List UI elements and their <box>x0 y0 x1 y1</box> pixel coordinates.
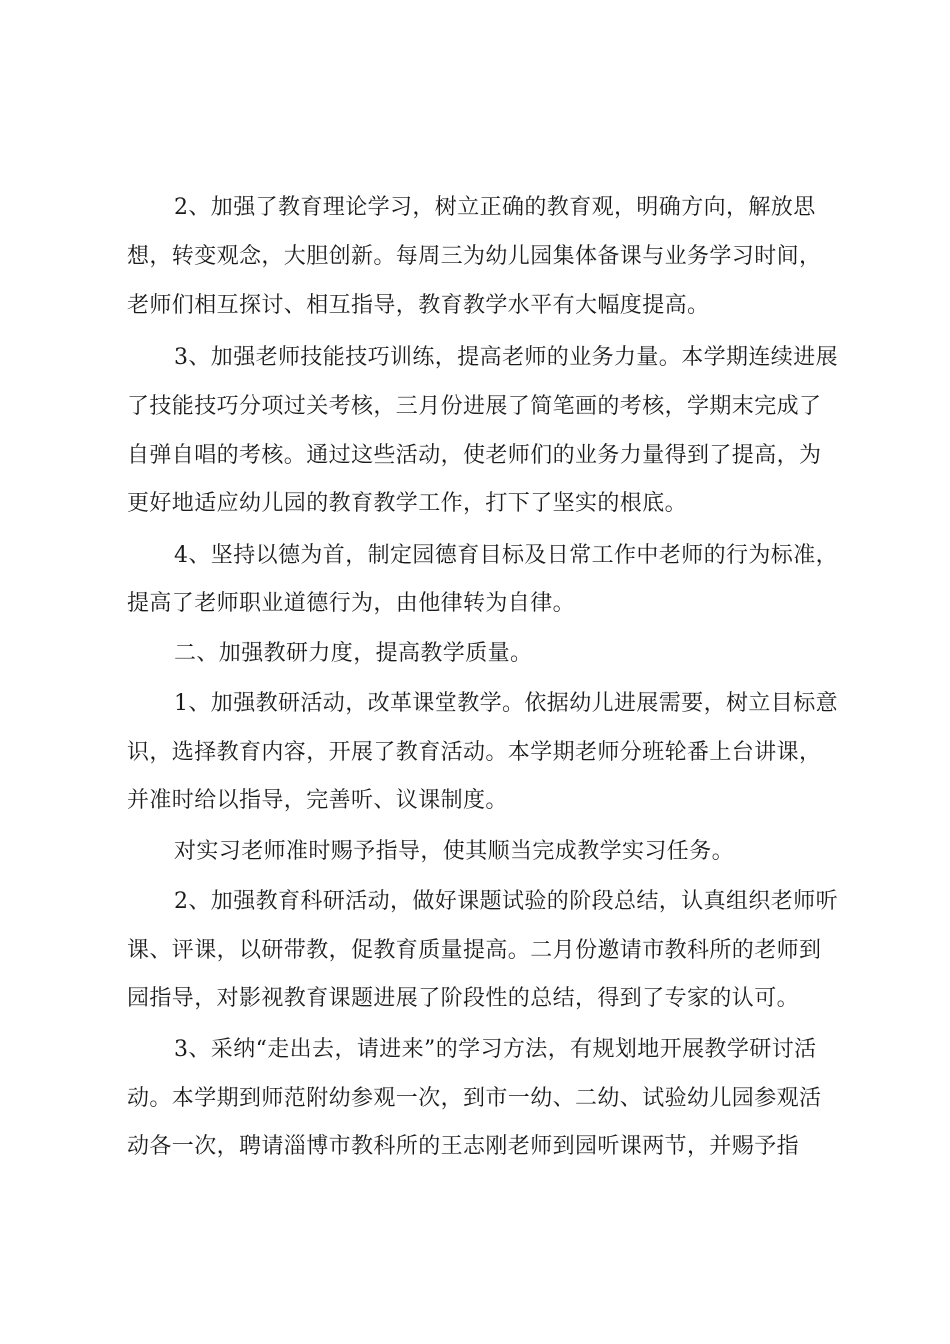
paragraph-line: 2、加强教育科研活动，做好课题试验的阶段总结，认真组织老师听 <box>174 889 838 914</box>
paragraph-line: 园指导，对影视教育课题进展了阶段性的总结，得到了专家的认可。 <box>127 986 800 1011</box>
paragraph-line: 课、评课，以研带教，促教育质量提高。二月份邀请市教科所的老师到 <box>127 938 822 963</box>
paragraph-line: 1、加强教研活动，改革课堂教学。依据幼儿进展需要，树立目标意 <box>174 691 838 716</box>
paragraph-line: 动。本学期到师范附幼参观一次，到市一幼、二幼、试验幼儿园参观活 <box>127 1086 822 1111</box>
paragraph-line: 并准时给以指导，完善听、议课制度。 <box>127 788 508 813</box>
paragraph-line: 提高了老师职业道德行为，由他律转为自律。 <box>127 591 576 616</box>
paragraph-line: 3、加强老师技能技巧训练，提高老师的业务力量。本学期连续进展 <box>174 345 838 370</box>
section-heading: 二、加强教研力度，提高教学质量。 <box>174 641 533 666</box>
paragraph-line: 了技能技巧分项过关考核，三月份进展了简笔画的考核，学期末完成了 <box>127 394 822 419</box>
paragraph-line: 更好地适应幼儿园的教育教学工作，打下了坚实的根底。 <box>127 491 688 516</box>
paragraph-line: 动各一次，聘请淄博市教科所的王志刚老师到园听课两节，并赐予指 <box>127 1134 800 1159</box>
paragraph-line: 自弹自唱的考核。通过这些活动，使老师们的业务力量得到了提高，为 <box>127 443 822 468</box>
paragraph-line: 识，选择教育内容，开展了教育活动。本学期老师分班轮番上台讲课， <box>127 740 822 765</box>
paragraph-line: 4、坚持以德为首，制定园德育目标及日常工作中老师的行为标准， <box>174 543 838 568</box>
paragraph-line: 老师们相互探讨、相互指导，教育教学水平有大幅度提高。 <box>127 293 710 318</box>
paragraph-line: 3、采纳“走出去，请进来”的学习方法，有规划地开展教学研讨活 <box>174 1037 817 1062</box>
paragraph-line: 想，转变观念，大胆创新。每周三为幼儿园集体备课与业务学习时间， <box>127 244 822 269</box>
paragraph-line: 对实习老师准时赐予指导，使其顺当完成教学实习任务。 <box>174 839 735 864</box>
paragraph-line: 2、加强了教育理论学习，树立正确的教育观，明确方向，解放思 <box>174 195 816 220</box>
